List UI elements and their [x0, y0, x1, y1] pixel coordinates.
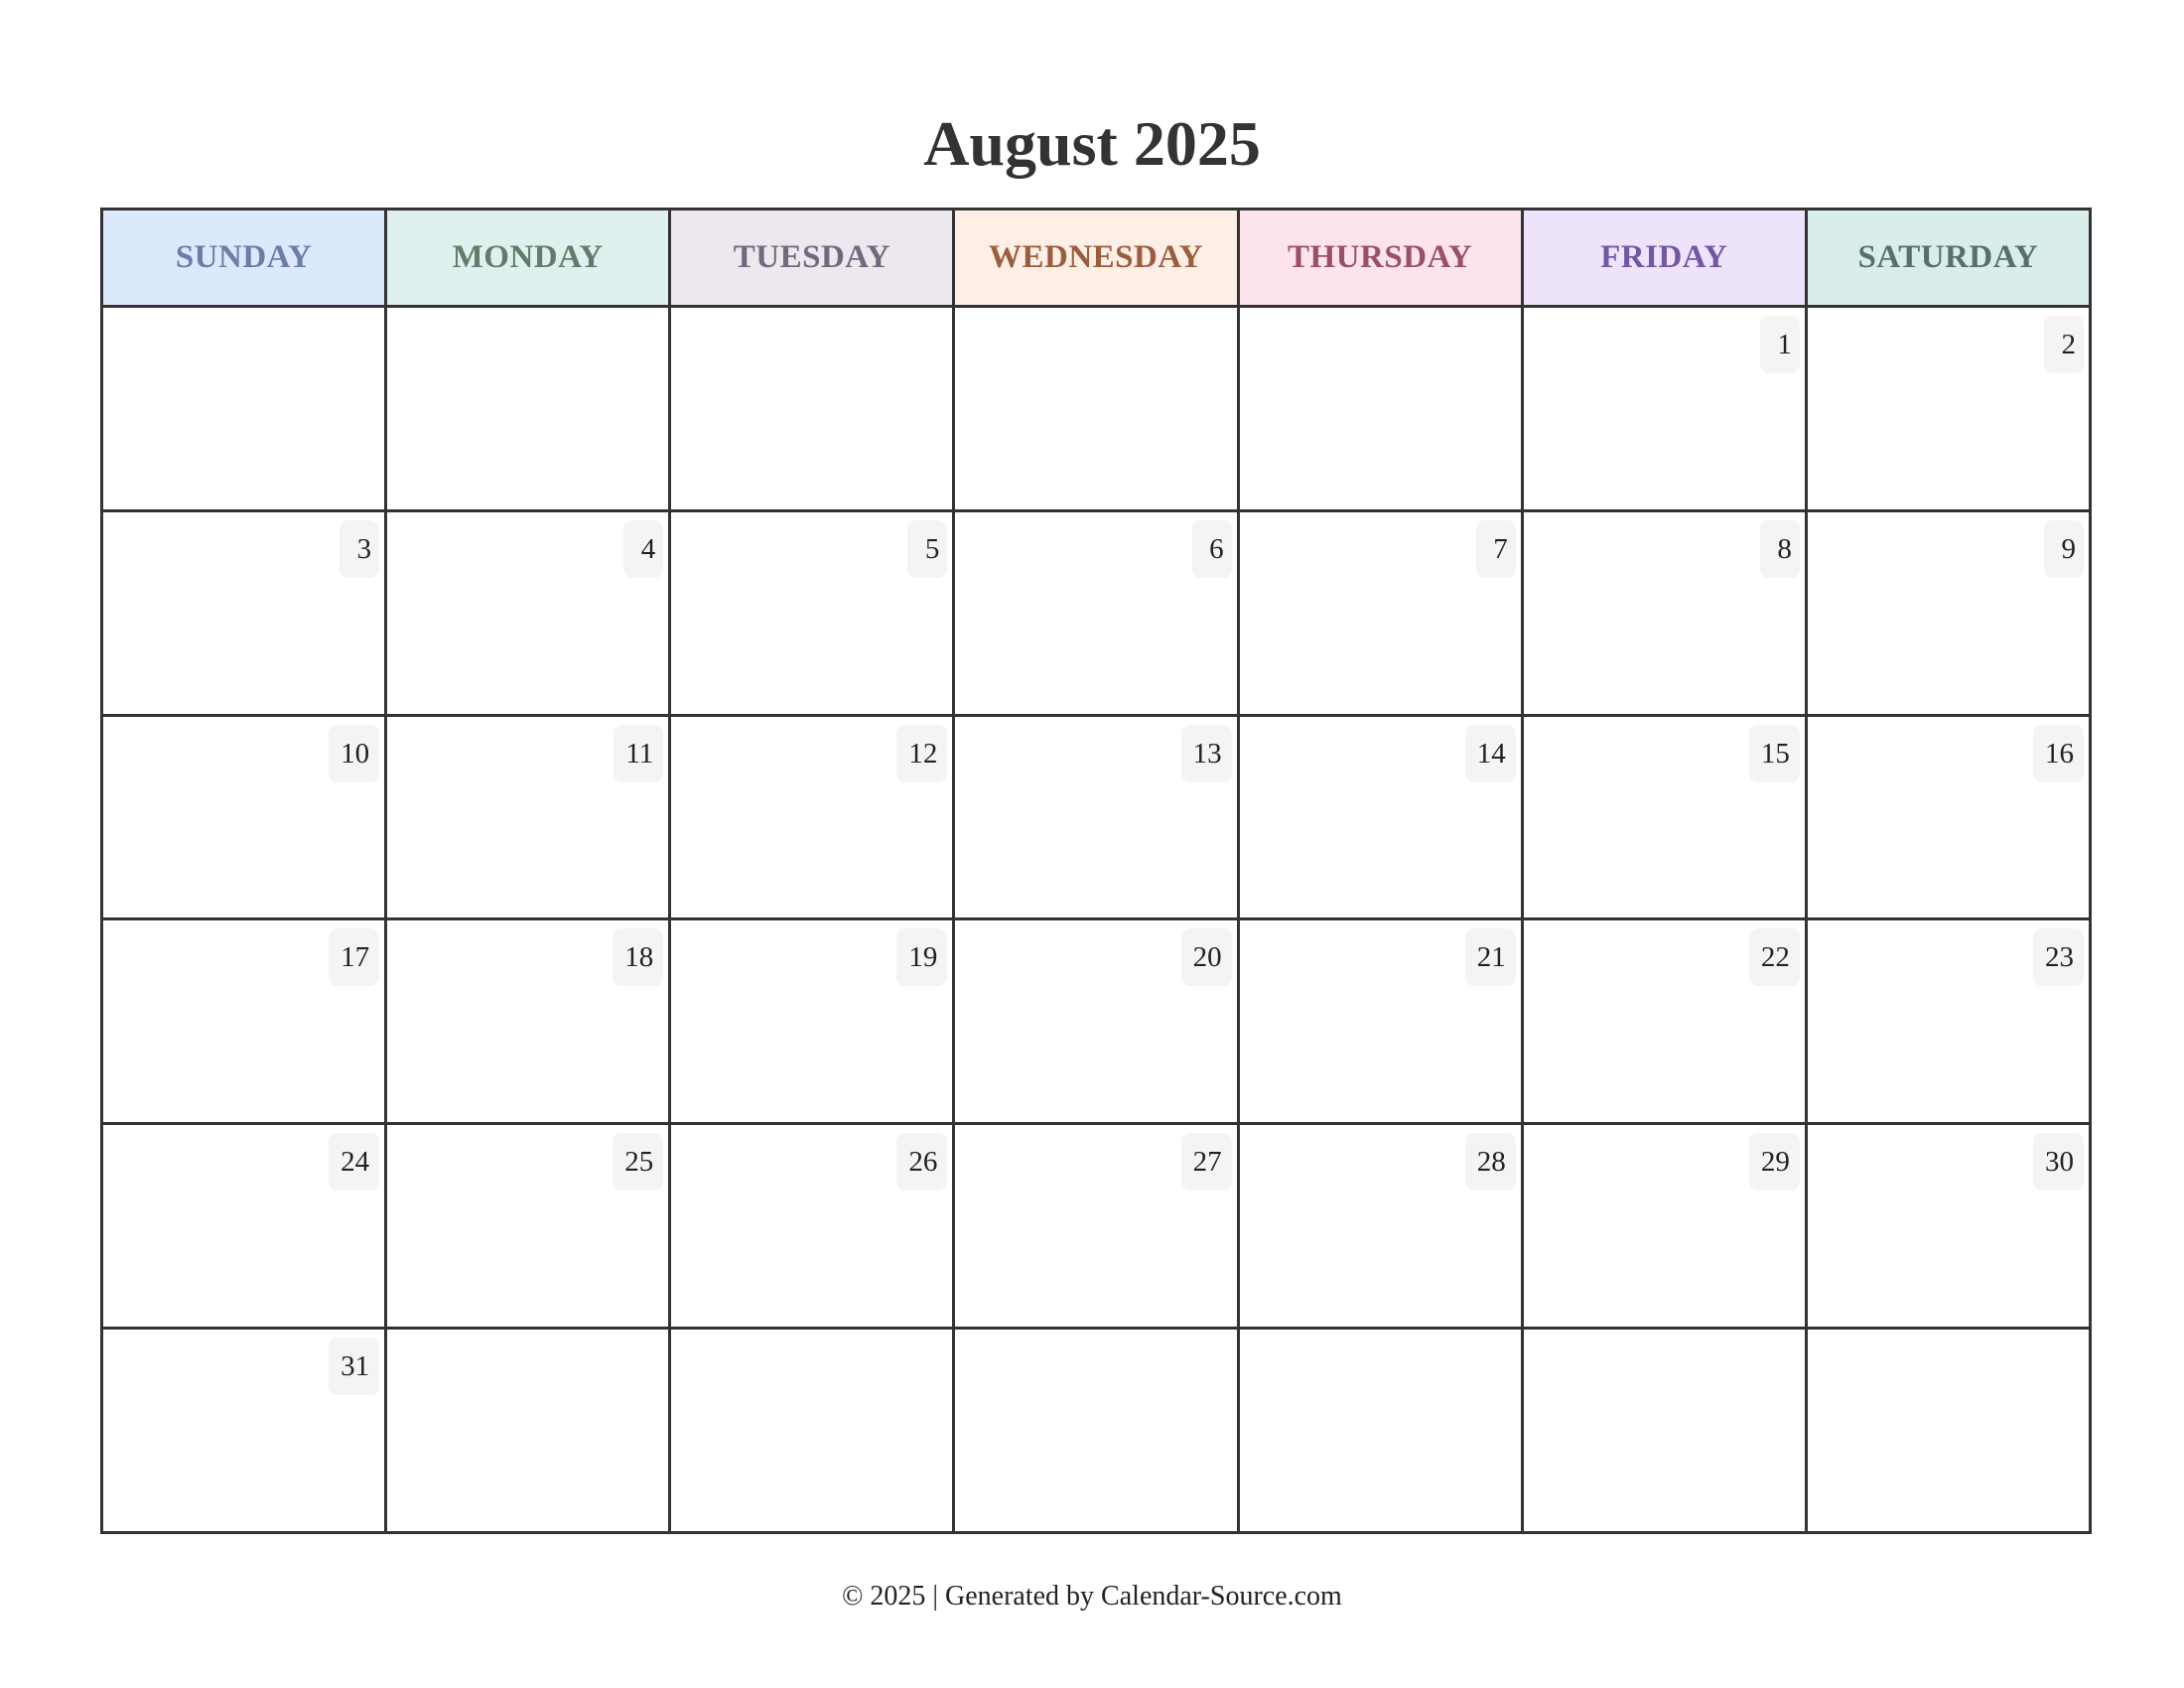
day-cell-10	[103, 717, 387, 921]
day-cell-21	[1240, 920, 1524, 1125]
date-number: 28	[1465, 1133, 1516, 1191]
weekday-header-friday: FRIDAY	[1524, 211, 1808, 308]
date-number: 27	[1181, 1133, 1232, 1191]
date-number: 26	[896, 1133, 947, 1191]
day-cell-24	[103, 1125, 387, 1330]
day-cell-2	[1808, 308, 2092, 512]
empty-day-cell	[387, 308, 671, 512]
date-number: 8	[1760, 520, 1800, 578]
day-cell-30	[1808, 1125, 2092, 1330]
day-cell-7	[1240, 512, 1524, 717]
date-number: 16	[2033, 725, 2084, 782]
day-cell-23	[1808, 920, 2092, 1125]
day-cell-12	[671, 717, 955, 921]
day-cell-27	[955, 1125, 1239, 1330]
weekday-header-thursday: THURSDAY	[1240, 211, 1524, 308]
date-number: 4	[623, 520, 663, 578]
page-title: August 2025	[923, 108, 1261, 179]
empty-day-cell	[1808, 1330, 2092, 1534]
empty-day-cell	[1240, 1330, 1524, 1534]
date-number: 29	[1749, 1133, 1800, 1191]
date-number: 24	[329, 1133, 379, 1191]
date-number: 25	[613, 1133, 663, 1191]
day-cell-13	[955, 717, 1239, 921]
date-number: 21	[1465, 928, 1516, 986]
date-number: 5	[907, 520, 947, 578]
empty-day-cell	[955, 1330, 1239, 1534]
day-cell-15	[1524, 717, 1808, 921]
day-cell-3	[103, 512, 387, 717]
date-number: 31	[329, 1337, 379, 1395]
day-cell-11	[387, 717, 671, 921]
weekday-header-wednesday: WEDNESDAY	[955, 211, 1239, 308]
calendar-grid	[100, 208, 2092, 1534]
empty-day-cell	[955, 308, 1239, 512]
day-cell-29	[1524, 1125, 1808, 1330]
empty-day-cell	[1240, 308, 1524, 512]
date-number: 15	[1749, 725, 1800, 782]
date-number: 22	[1749, 928, 1800, 986]
day-cell-19	[671, 920, 955, 1125]
day-cell-25	[387, 1125, 671, 1330]
day-cell-22	[1524, 920, 1808, 1125]
date-number: 19	[896, 928, 947, 986]
date-number: 13	[1181, 725, 1232, 782]
date-number: 2	[2044, 316, 2084, 373]
date-number: 9	[2044, 520, 2084, 578]
empty-day-cell	[1524, 1330, 1808, 1534]
weekday-header-monday: MONDAY	[387, 211, 671, 308]
date-number: 30	[2033, 1133, 2084, 1191]
date-number: 10	[329, 725, 379, 782]
empty-day-cell	[103, 308, 387, 512]
day-cell-8	[1524, 512, 1808, 717]
day-cell-14	[1240, 717, 1524, 921]
footer-text: © 2025 | Generated by Calendar-Source.com	[842, 1581, 1342, 1612]
day-cell-9	[1808, 512, 2092, 717]
date-number: 1	[1760, 316, 1800, 373]
date-number: 14	[1465, 725, 1516, 782]
day-cell-4	[387, 512, 671, 717]
day-cell-5	[671, 512, 955, 717]
date-number: 18	[613, 928, 663, 986]
date-number: 12	[896, 725, 947, 782]
day-cell-1	[1524, 308, 1808, 512]
day-cell-31	[103, 1330, 387, 1534]
weekday-header-saturday: SATURDAY	[1808, 211, 2092, 308]
date-number: 7	[1476, 520, 1516, 578]
date-number: 11	[614, 725, 663, 782]
day-cell-20	[955, 920, 1239, 1125]
date-number: 3	[340, 520, 379, 578]
weekday-header-sunday: SUNDAY	[103, 211, 387, 308]
day-cell-16	[1808, 717, 2092, 921]
empty-day-cell	[387, 1330, 671, 1534]
date-number: 20	[1181, 928, 1232, 986]
empty-day-cell	[671, 308, 955, 512]
day-cell-28	[1240, 1125, 1524, 1330]
empty-day-cell	[671, 1330, 955, 1534]
date-number: 17	[329, 928, 379, 986]
day-cell-26	[671, 1125, 955, 1330]
weekday-header-tuesday: TUESDAY	[671, 211, 955, 308]
day-cell-18	[387, 920, 671, 1125]
day-cell-6	[955, 512, 1239, 717]
day-cell-17	[103, 920, 387, 1125]
date-number: 6	[1192, 520, 1232, 578]
date-number: 23	[2033, 928, 2084, 986]
